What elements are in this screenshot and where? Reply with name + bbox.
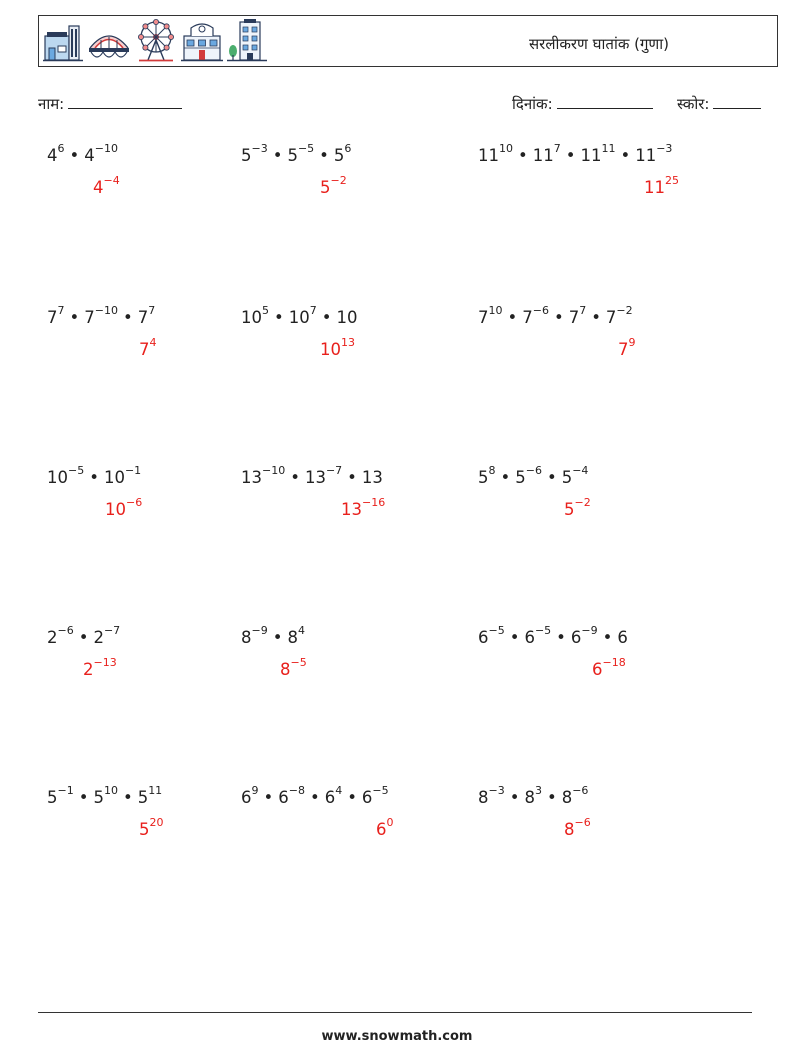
base: 11 [478,146,499,165]
exponent: 13 [341,335,355,349]
power-term [561,783,589,807]
exponent: −10 [94,303,118,317]
power-term [478,623,505,647]
exponent: 7 [579,303,587,317]
power-term [336,308,357,327]
answer [139,335,157,359]
multiply-dot: • [553,308,564,327]
exponent: 7 [57,303,65,317]
multiply-dot: • [565,146,576,165]
power-term [570,623,598,647]
exponent: 10 [103,783,118,797]
base: 10 [103,468,125,487]
answer [592,655,626,679]
footer-divider [38,1012,752,1013]
exponent: 10 [499,141,513,155]
base: 11 [644,178,665,197]
power-term [524,623,552,647]
footer-url: www.snowmath.com [321,1029,473,1044]
power-term [137,303,156,327]
power-term [84,303,118,327]
base: 8 [280,660,291,679]
exponent: −2 [574,495,591,509]
score-blank[interactable] [713,94,761,109]
base: 5 [333,146,345,165]
power-term [241,463,286,487]
answer [564,815,591,839]
base: 8 [241,628,252,647]
base: 6 [241,788,252,807]
base: 5 [47,788,58,807]
base: 10 [320,340,341,359]
multiply-dot: • [272,146,283,165]
base: 11 [532,146,554,165]
multiply-dot: • [507,308,518,327]
base: 6 [478,628,489,647]
base: 5 [139,820,150,839]
multiply-dot: • [78,788,89,807]
base: 11 [580,146,602,165]
exponent: 8 [488,463,496,477]
power-term [561,463,589,487]
ferris-wheel-icon [135,18,177,64]
base: 10 [288,308,310,327]
base: 8 [561,788,573,807]
exponent: 0 [386,815,394,829]
power-term [83,655,117,679]
power-term [515,463,542,487]
base: 6 [324,788,336,807]
base: 11 [635,146,657,165]
exponent: −2 [330,173,347,187]
exponent: −6 [525,463,542,477]
power-term [333,141,352,165]
multiply-dot: • [309,788,320,807]
base: 13 [361,468,383,487]
power-term [568,303,587,327]
base: 10 [336,308,358,327]
exponent: 20 [149,815,164,829]
problem-expression [241,141,352,165]
exponent: −5 [297,141,315,155]
base: 4 [84,146,95,165]
exponent: −5 [290,655,307,669]
exponent: 6 [57,141,65,155]
power-term [93,783,118,807]
power-term [93,623,121,647]
exponent: −10 [94,141,118,155]
power-term [564,815,591,839]
base: 10 [105,500,126,519]
power-term [320,173,347,197]
power-term [278,783,305,807]
exponent: −10 [262,463,286,477]
base: 5 [515,468,526,487]
base: 13 [304,468,326,487]
worksheet-header [38,15,778,67]
power-term [47,141,65,165]
multiply-dot: • [546,468,557,487]
worksheet-title: सरलीकरण घातांक (गुणा) [529,35,669,53]
base: 7 [137,308,149,327]
problem-expression [47,623,121,647]
date-label: दिनांक: [512,95,553,113]
power-term [241,141,268,165]
multiply-dot: • [518,146,528,165]
power-term [592,655,626,679]
power-term [241,623,268,647]
base: 4 [93,178,104,197]
problem-expression [478,303,633,327]
answer [280,655,307,679]
date-field[interactable] [512,94,653,114]
base: 5 [561,468,573,487]
multiply-dot: • [509,628,520,647]
problem-expression [241,783,389,807]
score-field[interactable] [677,94,761,114]
exponent: 6 [344,141,352,155]
answer [618,335,636,359]
answer [644,173,679,197]
exponent: 7 [148,303,156,317]
power-term [241,303,269,327]
exponent: −6 [57,623,74,637]
base: 2 [47,628,58,647]
multiply-dot: • [319,146,329,165]
exponent: −7 [325,463,343,477]
power-term [280,655,307,679]
multiply-dot: • [347,468,357,487]
exponent: −5 [68,463,85,477]
power-term [564,495,591,519]
base: 2 [83,660,94,679]
multiply-dot: • [69,308,80,327]
base: 6 [361,788,373,807]
exponent: 11 [601,141,616,155]
exponent: −5 [488,623,505,637]
base: 7 [139,340,150,359]
problem-expression [478,623,628,647]
multiply-dot: • [290,468,300,487]
base: 6 [592,660,603,679]
multiply-dot: • [274,308,284,327]
exponent: −9 [581,623,598,637]
answer [139,815,164,839]
power-term [635,141,673,165]
base: 8 [524,788,535,807]
header-icons [43,18,267,64]
name-label: नाम: [38,95,65,113]
power-term [644,173,679,197]
base: 7 [618,340,629,359]
base: 5 [93,788,104,807]
base: 2 [93,628,104,647]
power-term [361,783,389,807]
exponent: −18 [602,655,626,669]
problem-expression [241,463,383,487]
exponent: 9 [628,335,636,349]
exponent: −7 [103,623,121,637]
date-blank[interactable] [557,94,653,109]
base: 6 [617,628,628,647]
exponent: −16 [362,495,386,509]
base: 6 [570,628,582,647]
base: 7 [522,308,533,327]
base: 7 [47,308,58,327]
power-term [618,335,636,359]
base: 13 [241,468,262,487]
answer [93,173,120,197]
base: 5 [478,468,489,487]
exponent: 25 [665,173,679,187]
multiply-dot: • [546,788,557,807]
multiply-dot: • [321,308,332,327]
answer [105,495,143,519]
stadium-bridge-icon [87,18,131,64]
problem-expression [47,783,163,807]
base: 6 [278,788,289,807]
score-label: स्कोर: [677,95,710,113]
exponent: 4 [335,783,343,797]
power-term [580,141,616,165]
base: 13 [341,500,362,519]
office-building-icon [43,18,83,64]
power-term [287,623,305,647]
exponent: −13 [93,655,117,669]
power-term [605,303,633,327]
multiply-dot: • [122,308,133,327]
name-blank[interactable] [68,94,182,109]
power-term [47,303,65,327]
base: 6 [524,628,535,647]
problem-expression [47,463,142,487]
multiply-dot: • [263,788,274,807]
power-term [341,495,386,519]
base: 8 [478,788,489,807]
exponent: −4 [572,463,589,477]
answer [341,495,386,519]
multiply-dot: • [78,628,89,647]
apartment-tower-icon [227,18,267,64]
exponent: −8 [288,783,305,797]
exponent: 11 [148,783,163,797]
power-term [105,495,143,519]
power-term [47,783,74,807]
answer [320,173,347,197]
power-term [93,173,120,197]
exponent: 10 [488,303,503,317]
power-term [304,463,343,487]
exponent: −5 [372,783,389,797]
power-term [478,783,505,807]
base: 10 [47,468,68,487]
answer [564,495,591,519]
multiply-dot: • [347,788,357,807]
exponent: 9 [251,783,259,797]
exponent: −5 [534,623,552,637]
power-term [139,815,164,839]
problem-expression [47,141,118,165]
power-term [320,335,355,359]
exponent: −6 [532,303,549,317]
base: 5 [241,146,252,165]
base: 8 [287,628,298,647]
base: 4 [47,146,58,165]
base: 10 [241,308,262,327]
exponent: −3 [656,141,673,155]
multiply-dot: • [602,628,613,647]
exponent: −2 [616,303,633,317]
multiply-dot: • [89,468,99,487]
power-term [139,335,157,359]
problem-expression [478,783,589,807]
exponent: −1 [57,783,74,797]
exponent: −6 [574,815,591,829]
power-term [103,463,142,487]
base: 5 [320,178,331,197]
power-term [478,141,513,165]
multiply-dot: • [69,146,80,165]
base: 5 [137,788,149,807]
base: 7 [568,308,580,327]
school-building-icon [181,18,223,64]
base: 7 [478,308,489,327]
multiply-dot: • [500,468,511,487]
power-term [524,783,542,807]
power-term [532,141,561,165]
power-term [241,783,259,807]
answer [376,815,394,839]
base: 8 [564,820,575,839]
exponent: −9 [251,623,268,637]
power-term [288,303,317,327]
answer [83,655,117,679]
power-term [617,628,628,647]
exponent: 5 [262,303,269,317]
multiply-dot: • [620,146,631,165]
multiply-dot: • [272,628,283,647]
exponent: 3 [534,783,542,797]
problem-expression [478,141,673,165]
power-term [522,303,549,327]
multiply-dot: • [556,628,566,647]
power-term [324,783,343,807]
base: 5 [287,146,298,165]
multiply-dot: • [509,788,520,807]
multiply-dot: • [591,308,601,327]
exponent: 7 [553,141,561,155]
name-field[interactable] [38,94,182,114]
exponent: −6 [572,783,589,797]
power-term [137,783,163,807]
base: 7 [84,308,95,327]
base: 6 [376,820,387,839]
power-term [478,303,503,327]
base: 5 [564,500,575,519]
problem-expression [241,303,358,327]
power-term [84,141,118,165]
power-term [287,141,315,165]
exponent: 7 [309,303,317,317]
exponent: −3 [251,141,268,155]
problem-expression [478,463,589,487]
exponent: −1 [124,463,142,477]
exponent: −4 [103,173,120,187]
base: 7 [605,308,617,327]
exponent: −3 [488,783,505,797]
exponent: 4 [297,623,305,637]
power-term [47,623,74,647]
power-term [362,468,383,487]
power-term [478,463,496,487]
answer [320,335,355,359]
problem-expression [47,303,156,327]
power-term [47,463,85,487]
power-term [376,815,394,839]
exponent: −6 [126,495,143,509]
exponent: 4 [149,335,157,349]
multiply-dot: • [122,788,133,807]
problem-expression [241,623,305,647]
